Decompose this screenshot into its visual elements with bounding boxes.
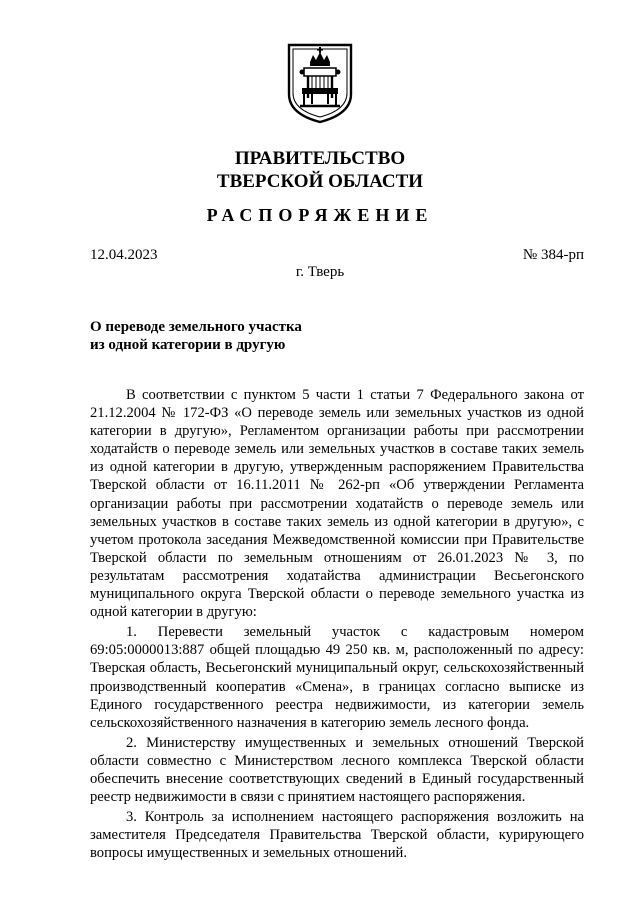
item-2-paragraph: 2. Министерству имущественных и земельных отношений Тверской области совместно с Министерством лесного комплекса Тверской области обеспечить внесение соответствующих сведений в Единый государственный реестр недвижимости в связи с принятием настоящего распоряжения. <box>90 734 584 806</box>
subject-line2: из одной категории в другую <box>90 337 286 353</box>
coat-of-arms-icon <box>286 42 354 124</box>
document-body <box>90 386 584 862</box>
document-number: № 384-рп <box>522 247 584 263</box>
item-1-paragraph: 1. Перевести земельный участок с кадастровым номером 69:05:0000013:887 общей площадью 49 250 кв. м, расположенный по адресу: Тверская область, Весьегонский муниципальный округ, сельскохозяйственный производственный кооператив «Смена», в границах согласно выписке из Единого государственного реестра недвижимости, из категории земель сельскохозяйственного назначения в категорию земель лесного фонда. <box>90 624 584 731</box>
preamble-paragraph: В соответствии с пунктом 5 части 1 статьи 7 Федерального закона от 21.12.2004 № 172-ФЗ «О переводе земель или земельных участков из одной категории в другую», Регламентом организации работы при рассмотрении ходатайств о переводе земель или земельных участков в составе таких земель из одной категории в другую, утвержденным распоряжением Правительства Тверской области от 16.11.2011 № 262-рп «Об утверждении Регламента организации работы при рассмотрении ходатайств о переводе земель или земельных участков в составе таких земель из одной категории в другую», с учетом протокола заседания Межведомственной комиссии при Правительстве Тверской области по земельным отношениям от 26.01.2023 № 3, по результатам рассмотрения ходатайства администрации Весьегонского муниципального округа Тверской области о переводе земельного участка из одной категории в другую: <box>90 387 584 621</box>
coat-of-arms-emblem <box>286 42 354 124</box>
document-date: 12.04.2023 <box>90 247 158 263</box>
document-type: РАСПОРЯЖЕНИЕ <box>206 205 434 225</box>
government-title <box>0 147 640 193</box>
item-3-paragraph: 3. Контроль за исполнением настоящего распоряжения возложить на заместителя Председателя Правительства Тверской области, курирующего вопросы имущественных и земельных отношений. <box>90 809 584 862</box>
subject-line1: О переводе земельного участка <box>90 319 302 335</box>
government-title-line2: ТВЕРСКОЙ ОБЛАСТИ <box>216 171 424 192</box>
document-city: г. Тверь <box>295 264 345 280</box>
document-subject <box>90 318 302 354</box>
government-title-line1: ПРАВИТЕЛЬСТВО <box>234 148 406 169</box>
